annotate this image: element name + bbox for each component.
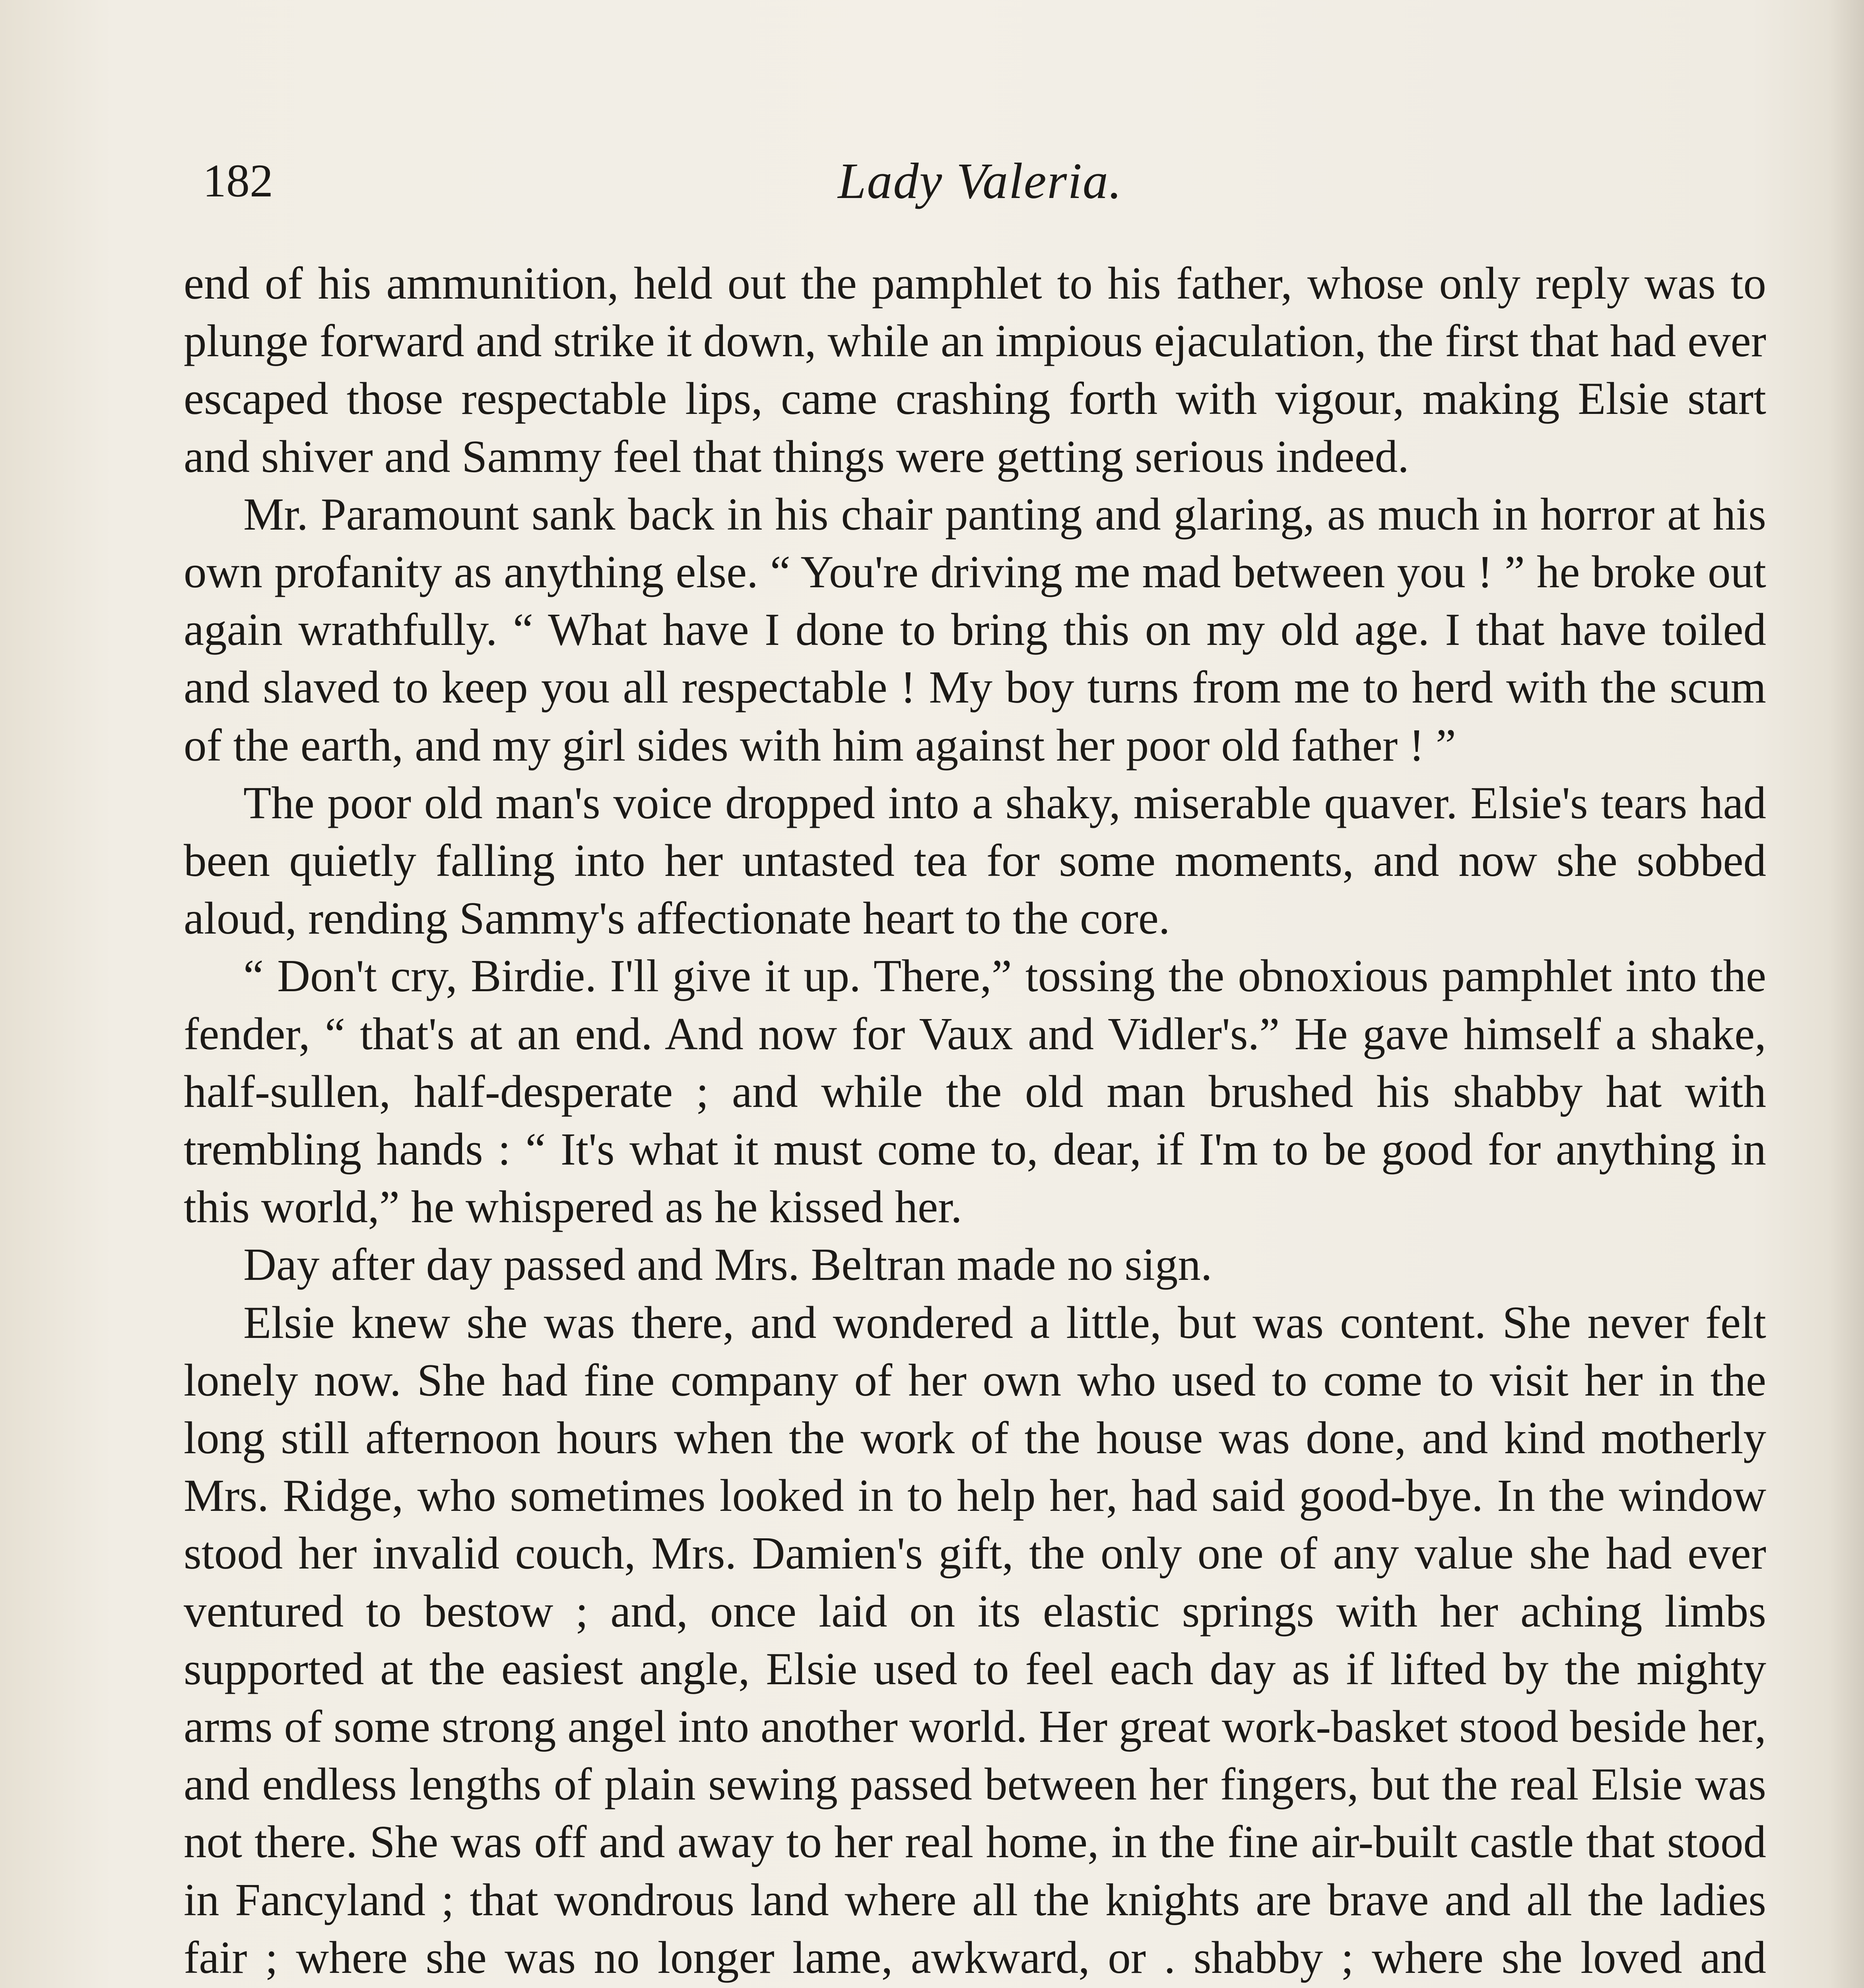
paragraph: The poor old man's voice dropped into a shaky, miserable quaver. Elsie's tears had been quietly falling into her untasted tea for some moments, and now she sobbed aloud, rending Sammy's affectionate heart to the core.: [184, 777, 1766, 944]
paragraph: Day after day passed and Mrs. Beltran made no sign.: [243, 1239, 1212, 1290]
paragraph: Mr. Paramount sank back in his chair panting and glaring, as much in horror at his own profanity as anything else. “ You're driving me mad between you ! ” he broke out again wrathfully. “ What have I done to bring this on my old age. I that have toiled and slaved to keep you all respectable ! My boy turns from me to herd with the scum of the earth, and my girl sides with him against her poor old father ! ”: [184, 489, 1766, 771]
paragraph: end of his ammunition, held out the pamphlet to his father, whose only reply was to plunge forward and strike it down, while an impious ejaculation, the first that had ever escaped those respectable lips, came crashing forth with vigour, making Elsie start and shiver and Sammy feel that things were getting serious indeed.: [184, 258, 1766, 482]
running-title: Lady Valeria.: [838, 153, 1122, 209]
paragraph: Elsie knew she was there, and wondered a little, but was content. She never felt lonely now. She had fine company of her own who used to come to visit her in the long still afternoon hours when the work of the house was done, and kind motherly Mrs. Ridge, who sometimes looked in to help her, had said good-bye. In the window stood her invalid couch, Mrs. Damien's gift, the only one of any value she had ever ventured to bestow ; and, once laid on its elastic springs with her aching limbs supported at the easiest angle, Elsie used to feel each day as if lifted by the mighty arms of some strong angel into another world. Her great work-basket stood beside her, and endless lengths of plain sewing passed between her fingers, but the real Elsie was not there. She was off and away to her real home, in the fine air-built castle that stood in Fancyland ; that wondrous land where all the knights are brave and all the ladies fair ; where she was no longer lame, awkward, or . shabby ; where she loved and: [184, 1297, 1766, 1983]
page-gutter-shadow: [1828, 0, 1864, 1988]
body-text: [184, 254, 1766, 1988]
page-header: [187, 143, 1773, 223]
page-number: 182: [203, 155, 273, 207]
paragraph: “ Don't cry, Birdie. I'll give it up. There,” tossing the obnoxious pamphlet into the fender, “ that's at an end. And now for Vaux and Vidler's.” He gave himself a shake, half-sullen, half-desperate ; and while the old man brushed his shabby hat with trembling hands : “ It's what it must come to, dear, if I'm to be good for anything in this world,” he whispered as he kissed her.: [184, 951, 1766, 1233]
